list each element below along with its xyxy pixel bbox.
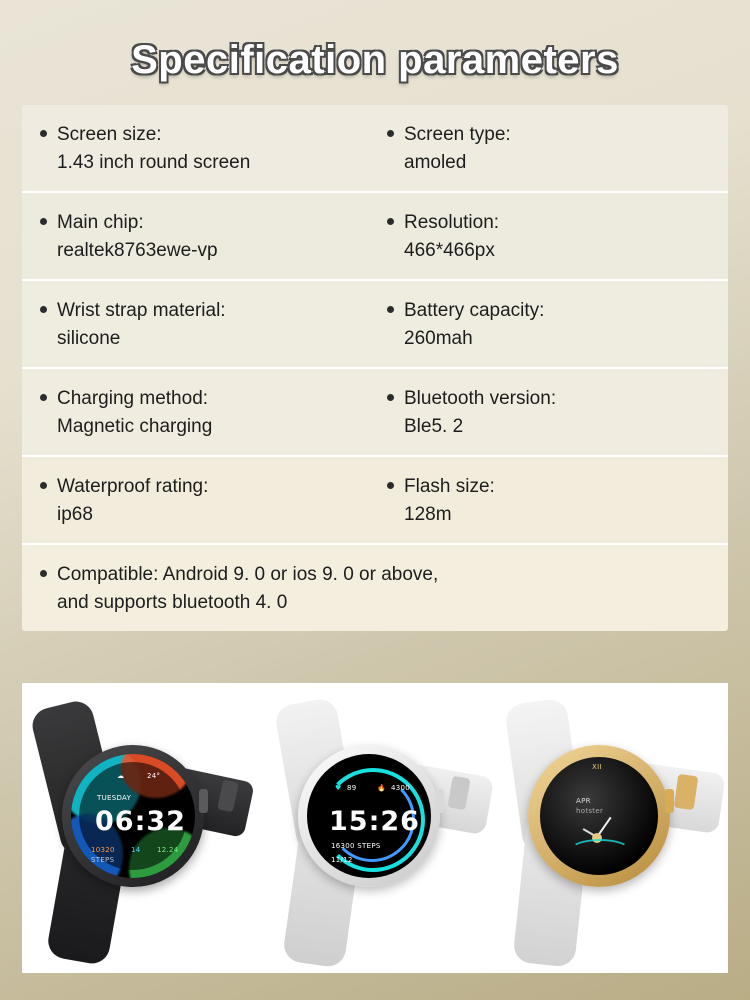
- spec-label: Compatible: Android 9. 0 or ios 9. 0 or above,: [57, 564, 439, 585]
- bullet-icon: [40, 130, 47, 137]
- spec-cell-strap-material: [22, 281, 375, 367]
- spec-label: Screen type:: [404, 124, 511, 145]
- crown-button: [665, 789, 674, 813]
- watch-weekday: TUESDAY: [97, 794, 132, 802]
- watch-steps: 10320: [91, 846, 115, 854]
- bullet-icon: [40, 482, 47, 489]
- watch-cal: 4300: [391, 784, 411, 792]
- spec-label: Resolution:: [404, 212, 500, 233]
- table-row: [22, 457, 728, 543]
- spec-value: realtek8763ewe-vp: [57, 239, 218, 261]
- bullet-icon: [40, 570, 47, 577]
- bullet-icon: [40, 306, 47, 313]
- watch-brand: APR: [576, 797, 591, 805]
- spec-cell-screen-size: [22, 105, 375, 191]
- page-title: Specification parameters: [131, 38, 619, 82]
- table-row: [22, 193, 728, 279]
- spec-value: 128m: [404, 503, 452, 525]
- spec-label: Battery capacity:: [404, 300, 545, 321]
- crown-button: [435, 789, 444, 813]
- spec-label: Flash size:: [404, 476, 495, 497]
- table-row: [22, 545, 728, 631]
- spec-cell-screen-type: [375, 105, 728, 191]
- bullet-icon: [40, 218, 47, 225]
- bullet-icon: [387, 482, 394, 489]
- spec-value: ip68: [57, 503, 93, 525]
- table-row: [22, 105, 728, 191]
- watch-screen: [540, 757, 658, 875]
- spec-cell-charging-method: [22, 369, 375, 455]
- spec-value: Magnetic charging: [57, 415, 213, 437]
- watch-screen: [307, 754, 431, 878]
- spec-label: Wrist strap material:: [57, 300, 226, 321]
- spec-label: Bluetooth version:: [404, 388, 557, 409]
- crown-button: [199, 789, 208, 813]
- table-row: [22, 281, 728, 367]
- watch-time: 06:32: [95, 806, 186, 837]
- watch-numeral: XII: [592, 763, 602, 771]
- bullet-icon: [40, 394, 47, 401]
- spec-value: 260mah: [404, 327, 473, 349]
- watch-gold: [500, 697, 725, 952]
- watch-black: [34, 697, 259, 952]
- weather-icon: ☁: [117, 772, 125, 780]
- spec-cell-waterproof-rating: [22, 457, 375, 543]
- heart-rate-icon: ♥: [335, 784, 342, 792]
- watch-metric-km: 14: [131, 846, 141, 854]
- bullet-icon: [387, 306, 394, 313]
- watch-white: [270, 697, 495, 952]
- watch-screen: [71, 754, 195, 878]
- spec-value: 1.43 inch round screen: [57, 151, 251, 173]
- watch-steps: 16300 STEPS: [331, 842, 381, 850]
- spec-label: Main chip:: [57, 212, 144, 233]
- watch-time: 15:26: [329, 806, 420, 837]
- watch-metric-kcal: 12.24: [157, 846, 179, 854]
- spec-value: silicone: [57, 327, 121, 349]
- product-photo-strip: [22, 683, 728, 973]
- watch-bpm: 89: [347, 784, 357, 792]
- table-row: [22, 369, 728, 455]
- spec-cell-main-chip: [22, 193, 375, 279]
- spec-cell-resolution: [375, 193, 728, 279]
- watch-subbrand: hotster: [576, 807, 604, 815]
- spec-cell-flash-size: [375, 457, 728, 543]
- specification-table: [22, 105, 728, 631]
- watch-date: 11/12: [331, 856, 353, 864]
- spec-value: amoled: [404, 151, 467, 173]
- bullet-icon: [387, 394, 394, 401]
- watch-steps-label: STEPS: [91, 856, 115, 864]
- spec-label: Waterproof rating:: [57, 476, 209, 497]
- spec-cell-bluetooth-version: [375, 369, 728, 455]
- watch-case: [298, 745, 440, 887]
- spec-cell-battery-capacity: [375, 281, 728, 367]
- spec-value: Ble5. 2: [404, 415, 464, 437]
- spec-cell-compatibility: [22, 545, 728, 631]
- watch-case: [528, 745, 670, 887]
- bullet-icon: [387, 218, 394, 225]
- spec-value: and supports bluetooth 4. 0: [57, 591, 288, 613]
- spec-label: Screen size:: [57, 124, 162, 145]
- spec-label: Charging method:: [57, 388, 209, 409]
- flame-icon: 🔥: [377, 784, 387, 792]
- bullet-icon: [387, 130, 394, 137]
- watch-temp: 24°: [147, 772, 161, 780]
- spec-value: 466*466px: [404, 239, 495, 261]
- watch-case: [62, 745, 204, 887]
